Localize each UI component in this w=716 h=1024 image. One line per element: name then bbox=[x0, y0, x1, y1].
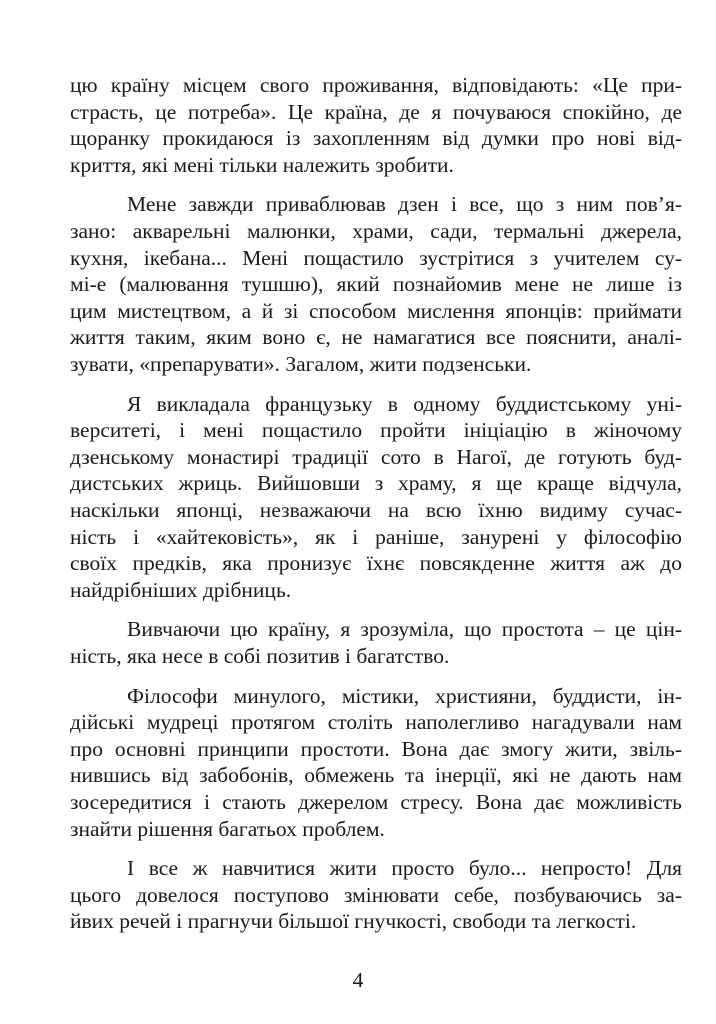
paragraph-3-line-3: дзенському монастирі традиції сото в Нагої, де готують буд- bbox=[70, 444, 682, 469]
paragraph-3-line-7: своїх предків, яка пронизує їхнє повсякденне життя аж до bbox=[70, 551, 682, 576]
paragraph-3-line-5: наскільки японці, незважаючи на всю їхню видиму сучас- bbox=[70, 498, 682, 522]
paragraph-1-line-4: криття, які мені тільки належить зробити. bbox=[70, 152, 454, 177]
paragraph-1-line-3: щоранку прокидаюся із захопленням від думки про нові від- bbox=[70, 126, 682, 151]
paragraph-1-line-2: страсть, це потреба». Це країна, де я почуваюся спокійно, де bbox=[70, 99, 682, 124]
paragraph-2-line-1: Мене завжди приваблював дзен і все, що з ним пов’я- bbox=[127, 192, 682, 217]
paragraph-3-line-4: дистських жриць. Вийшовши з храму, я ще краще відчула, bbox=[70, 471, 682, 496]
paragraph-2-line-3: кухня, ікебана... Мені пощастило зустрітися з учителем су- bbox=[70, 245, 682, 270]
paragraph-6-line-2: цього довелося поступово змінювати себе, позбуваючись за- bbox=[70, 882, 682, 907]
paragraph-5-line-3: про основні принципи простоти. Вона дає змогу жити, звіль- bbox=[70, 736, 682, 761]
paragraph-4-line-1: Вивчаючи цю країну, я зрозуміла, що простота – це цін- bbox=[127, 617, 682, 642]
paragraph-4-line-2: ність, яка несе в собі позитив і багатство. bbox=[70, 644, 450, 668]
paragraph-6-line-1: І все ж навчитися жити просто було... непросто! Для bbox=[127, 856, 682, 881]
paragraph-3-line-2: верситеті, і мені пощастило пройти ініціацію в жіночому bbox=[70, 418, 682, 443]
paragraph-2-line-2: зано: акварельні малюнки, храми, сади, термальні джерела, bbox=[70, 219, 682, 243]
paragraph-5-line-1: Філософи минулого, містики, християни, буддисти, ін- bbox=[127, 683, 682, 708]
paragraph-5-line-4: нившись від забобонів, обмежень та інерції, які не дають нам bbox=[70, 763, 682, 788]
paragraph-5-line-2: дійські мудреці протягом століть наполегливо нагадували нам bbox=[70, 710, 682, 735]
paragraph-1-line-1: цю країну місцем свого проживання, відповідають: «Це при- bbox=[70, 73, 682, 97]
paragraph-6-line-3: йвих речей і прагнучи більшої гнучкості, свободи та легкості. bbox=[70, 909, 637, 934]
paragraph-2-line-7: зувати, «препарувати». Загалом, жити подзенськи. bbox=[70, 352, 532, 376]
paragraph-2-line-6: життя таким, яким воно є, не намагатися все пояснити, аналі- bbox=[70, 325, 682, 350]
paragraph-2-line-4: мі-е (малювання тушшю), який познайомив мене не лише із bbox=[70, 272, 682, 297]
paragraph-3-line-1: Я викладала французьку в одному буддистському уні- bbox=[127, 391, 682, 416]
paragraph-5-line-6: знайти рішення багатьох проблем. bbox=[70, 816, 385, 841]
paragraph-3-line-8: найдрібніших дрібниць. bbox=[70, 577, 292, 602]
paragraph-5-line-5: зосередитися і стають джерелом стресу. Вона дає можливість bbox=[70, 790, 682, 814]
page-number: 4 bbox=[352, 968, 364, 992]
paragraph-3-line-6: ність і «хайтековість», як і раніше, занурені у філософію bbox=[70, 524, 682, 549]
paragraph-2-line-5: цим мистецтвом, а й зі способом мислення японців: приймати bbox=[70, 298, 682, 323]
